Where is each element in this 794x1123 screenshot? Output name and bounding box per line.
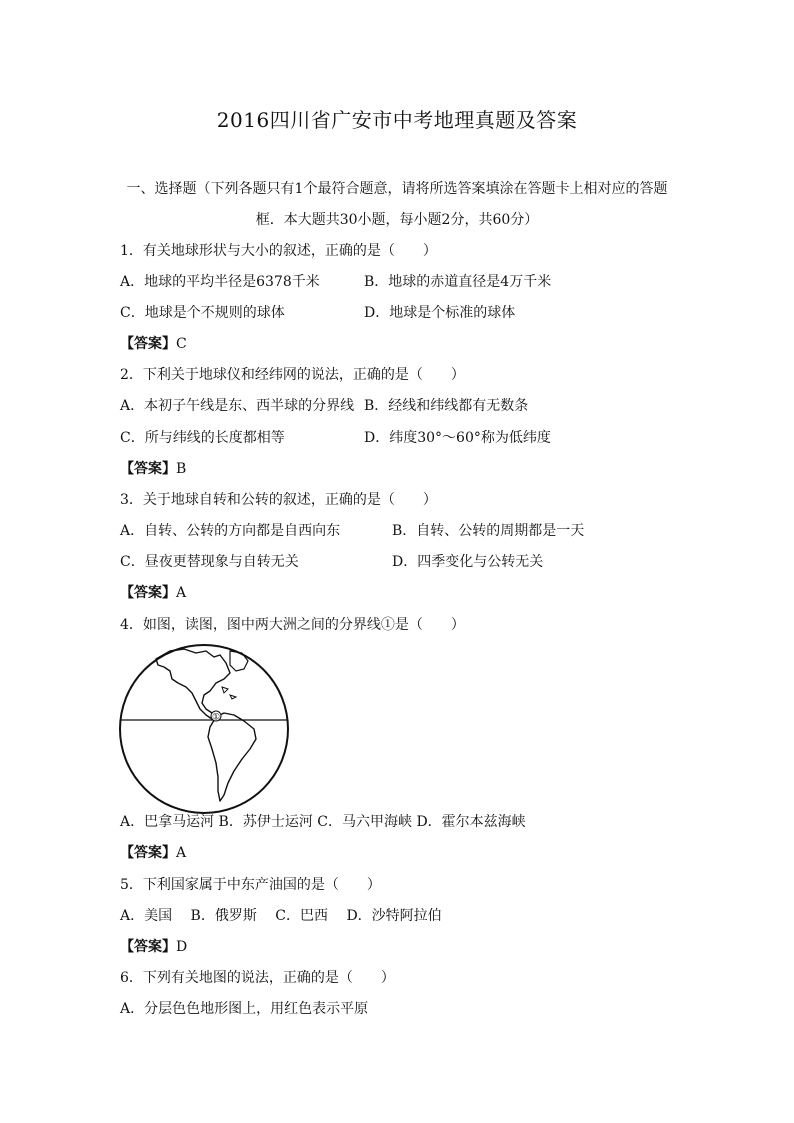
answer-label: 【答案】 bbox=[120, 461, 176, 477]
question-2-stem: 2．下利关于地球仪和经纬网的说法，正确的是（ ） bbox=[120, 367, 465, 383]
answer-value: C bbox=[176, 336, 187, 352]
globe-outline bbox=[120, 645, 288, 813]
q6-option-a: A．分层色色地形图上，用红色表示平原 bbox=[120, 1001, 369, 1017]
answer-label: 【答案】 bbox=[120, 336, 176, 352]
question-3-stem: 3．关于地球自转和公转的叙述，正确的是（ ） bbox=[120, 492, 437, 508]
q1-option-c: C．地球是个不规则的球体 bbox=[120, 305, 285, 321]
answer-label: 【答案】 bbox=[120, 845, 176, 861]
answer-value: B bbox=[176, 461, 187, 477]
q2-option-a: A．本初子午线是东、西半球的分界线 bbox=[120, 398, 355, 414]
answer-label: 【答案】 bbox=[120, 939, 176, 955]
answer-value: A bbox=[176, 845, 187, 861]
q4-options: A．巴拿马运河 B．苏伊士运河 C．马六甲海峡 D．霍尔本兹海峡 bbox=[120, 814, 526, 830]
q1-answer bbox=[120, 333, 187, 353]
q3-answer bbox=[120, 582, 186, 602]
q5-options: A．美国 B．俄罗斯 C．巴西 D．沙特阿拉伯 bbox=[120, 908, 442, 924]
q1-option-b: B．地球的赤道直径是4万千米 bbox=[364, 274, 552, 290]
q2-option-c: C．所与纬线的长度都相等 bbox=[120, 430, 285, 446]
answer-value: A bbox=[176, 585, 187, 601]
globe-map-figure bbox=[118, 643, 290, 815]
q1-option-a: A．地球的平均半径是6378千米 bbox=[120, 274, 320, 290]
q2-answer bbox=[120, 458, 186, 478]
q3-option-c: C．昼夜更替现象与自转无关 bbox=[120, 554, 299, 570]
q3-option-a: A．自转、公转的方向都是自西向东 bbox=[120, 523, 341, 539]
figure-marker-label: ① bbox=[211, 712, 221, 723]
q1-option-d: D．地球是个标准的球体 bbox=[364, 305, 516, 321]
page-title: 2016四川省广安市中考地理真题及答案 bbox=[216, 108, 578, 132]
q2-option-d: D．纬度30°～60°称为低纬度 bbox=[364, 430, 551, 446]
q3-option-d: D．四季变化与公转无关 bbox=[392, 554, 544, 570]
q3-option-b: B．自转、公转的周期都是一天 bbox=[392, 523, 585, 539]
question-4-stem: 4．如图，读图，图中两大洲之间的分界线①是（ ） bbox=[120, 617, 465, 633]
question-1-stem: 1．有关地球形状与大小的叙述，正确的是（ ） bbox=[120, 243, 437, 259]
q4-answer bbox=[120, 842, 186, 862]
section-heading-line1: 一、选择题（下列各题只有1个最符合题意，请将所选答案填涂在答题卡上相对应的答题 bbox=[126, 181, 668, 197]
section-heading-line2: 框．本大题共30小题，每小题2分，共60分） bbox=[255, 212, 539, 228]
answer-label: 【答案】 bbox=[120, 585, 176, 601]
q2-option-b: B．经线和纬线都有无数条 bbox=[364, 398, 529, 414]
answer-value: D bbox=[176, 939, 188, 955]
q5-answer bbox=[120, 936, 187, 956]
question-5-stem: 5．下利国家属于中东产油国的是（ ） bbox=[120, 877, 381, 893]
question-6-stem: 6．下列有关地图的说法，正确的是（ ） bbox=[120, 970, 395, 986]
